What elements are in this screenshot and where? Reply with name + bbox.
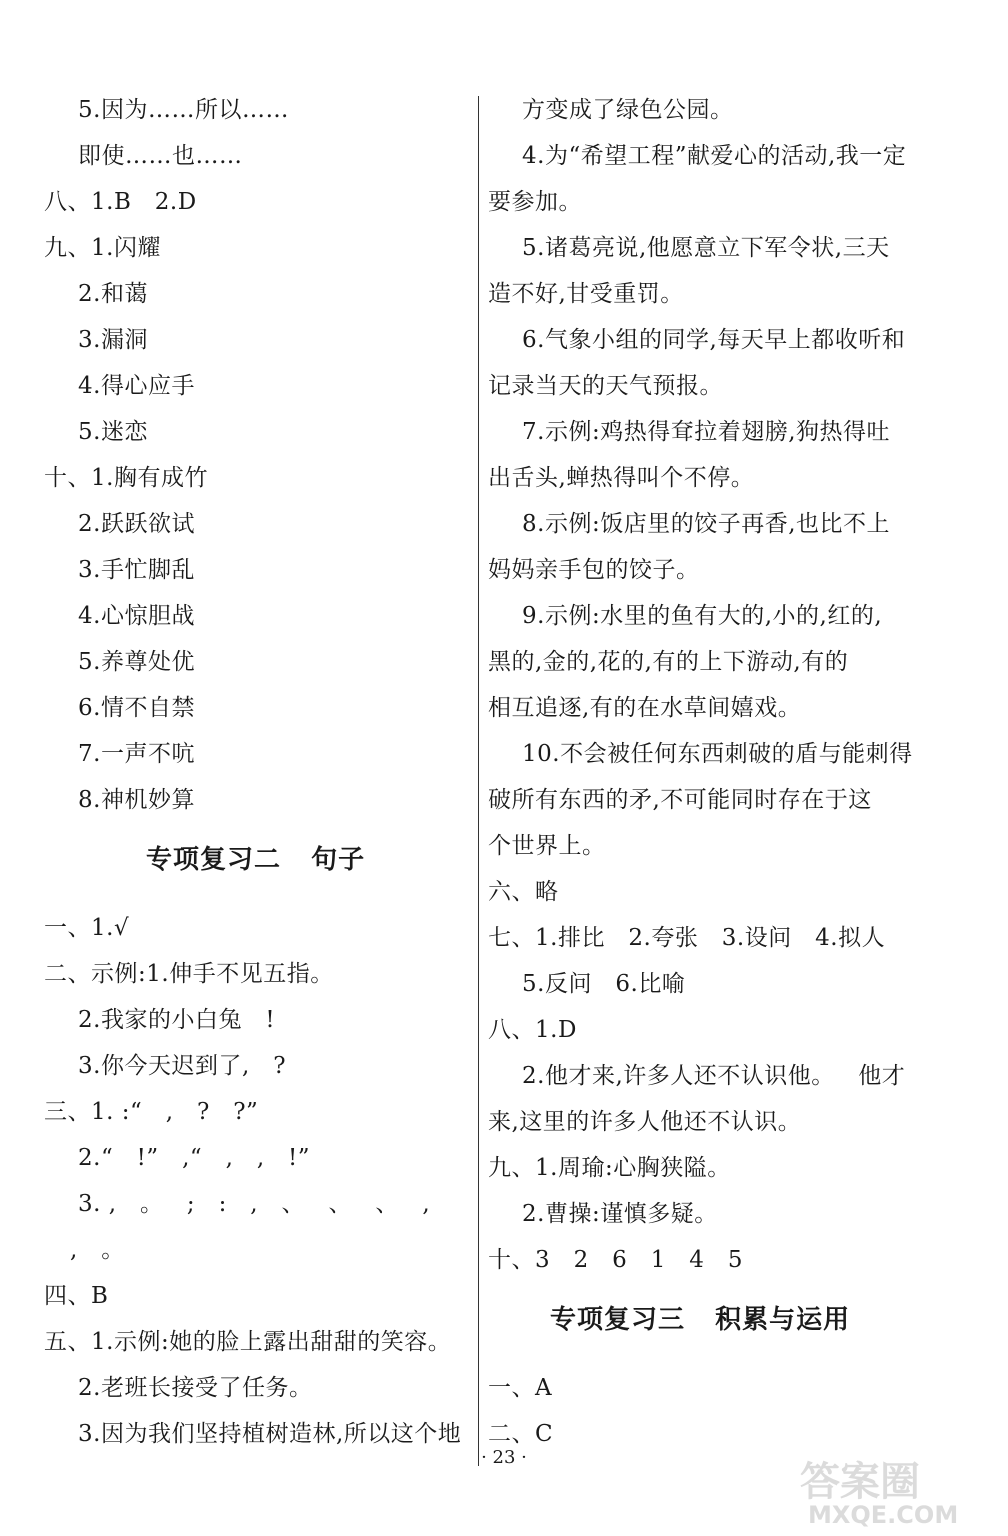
- answer-line: 3.你今天迟到了, ?: [78, 1053, 287, 1079]
- section-heading: 专项复习二 句子: [146, 845, 366, 875]
- answer-line: 五、1.示例:她的脸上露出甜甜的笑容。: [44, 1329, 452, 1355]
- page-number: · 23 ·: [481, 1447, 527, 1468]
- answer-line: 5.诸葛亮说,他愿意立下军令状,三天: [522, 235, 890, 261]
- answer-line: 黑的,金的,花的,有的上下游动,有的: [488, 649, 849, 675]
- answer-line: 5.养尊处优: [78, 649, 195, 675]
- answer-line: 3.因为我们坚持植树造林,所以这个地: [78, 1421, 462, 1447]
- answer-line: 2.他才来,许多人还不认识他。 他才: [522, 1063, 906, 1089]
- answer-line: 8.神机妙算: [78, 787, 195, 813]
- column-divider: [478, 96, 479, 1466]
- answer-line: 妈妈亲手包的饺子。: [488, 557, 700, 583]
- answer-line: 7.示例:鸡热得耷拉着翅膀,狗热得吐: [522, 419, 891, 445]
- answer-line: 即使……也……: [78, 143, 243, 169]
- answer-line: , 。: [70, 1237, 125, 1263]
- answer-line: 5.因为……所以……: [78, 97, 289, 123]
- answer-line: 7.一声不吭: [78, 741, 195, 767]
- watermark-url: MXQE.COM: [808, 1501, 959, 1529]
- answer-line: 三、1. :“ , ? ?”: [44, 1099, 259, 1125]
- answer-line: 八、1.D: [488, 1017, 577, 1043]
- answer-line: 造不好,甘受重罚。: [488, 281, 684, 307]
- answer-line: 2.我家的小白兔 !: [78, 1007, 276, 1033]
- answer-line: 3.手忙脚乱: [78, 557, 195, 583]
- answer-line: 5.反问 6.比喻: [522, 971, 686, 997]
- answer-line: 4.得心应手: [78, 373, 195, 399]
- answer-line: 6.气象小组的同学,每天早上都收听和: [522, 327, 906, 353]
- answer-line: 2.和蔼: [78, 281, 148, 307]
- answer-line: 2.“ !” ,“ , , !”: [78, 1145, 311, 1171]
- answer-line: 4.心惊胆战: [78, 603, 195, 629]
- answer-line: 六、略: [488, 879, 559, 905]
- answer-line: 3.漏洞: [78, 327, 148, 353]
- answer-line: 方变成了绿色公园。: [522, 97, 734, 123]
- answer-line: 破所有东西的矛,不可能同时存在于这: [488, 787, 872, 813]
- answer-line: 5.迷恋: [78, 419, 148, 445]
- answer-line: 一、1.√: [44, 915, 130, 941]
- answer-line: 个世界上。: [488, 833, 606, 859]
- answer-line: 一、A: [488, 1375, 553, 1401]
- answer-line: 九、1.周瑜:心胸狭隘。: [488, 1155, 731, 1181]
- answer-line: 9.示例:水里的鱼有大的,小的,红的,: [522, 603, 883, 629]
- answer-line: 3. , 。 ; : , 、 、 、 ,: [78, 1191, 431, 1217]
- watermark-logo: [800, 1460, 1000, 1530]
- answer-line: 九、1.闪耀: [44, 235, 161, 261]
- answer-line: 要参加。: [488, 189, 582, 215]
- watermark-text: 答案圈: [800, 1459, 920, 1505]
- answer-line: 6.情不自禁: [78, 695, 195, 721]
- answer-line: 记录当天的天气预报。: [488, 373, 723, 399]
- answer-line: 8.示例:饭店里的饺子再香,也比不上: [522, 511, 891, 537]
- answer-line: 2.曹操:谨慎多疑。: [522, 1201, 718, 1227]
- answer-line: 相互追逐,有的在水草间嬉戏。: [488, 695, 802, 721]
- answer-line: 十、3 2 6 1 4 5: [488, 1247, 743, 1273]
- answer-line: 2.老班长接受了任务。: [78, 1375, 313, 1401]
- answer-line: 10.不会被任何东西刺破的盾与能刺得: [522, 741, 913, 767]
- answer-line: 四、B: [44, 1283, 109, 1309]
- answer-line: 出舌头,蝉热得叫个不停。: [488, 465, 755, 491]
- answer-line: 十、1.胸有成竹: [44, 465, 208, 491]
- answer-line: 二、示例:1.伸手不见五指。: [44, 961, 334, 987]
- section-heading: 专项复习三 积累与运用: [550, 1305, 851, 1335]
- answer-line: 八、1.B 2.D: [44, 189, 197, 215]
- answer-line: 4.为“希望工程”献爱心的活动,我一定: [522, 143, 907, 169]
- answer-line: 七、1.排比 2.夸张 3.设问 4.拟人: [488, 925, 886, 951]
- answer-line: 2.跃跃欲试: [78, 511, 195, 537]
- answer-line: 来,这里的许多人他还不认识。: [488, 1109, 802, 1135]
- answer-line: 二、C: [488, 1421, 554, 1447]
